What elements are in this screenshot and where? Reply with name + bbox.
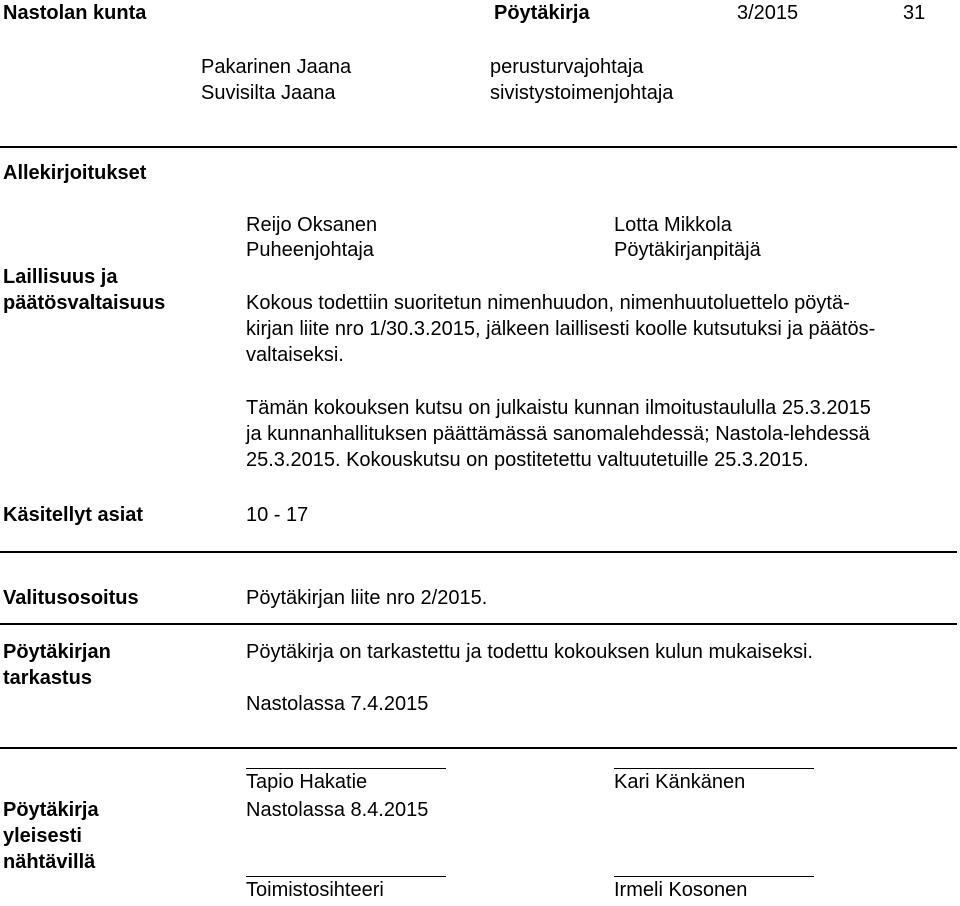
items-value: 10 - 17	[246, 504, 309, 526]
document-number: 3/2015	[737, 2, 799, 24]
attendee-name: Suvisilta Jaana	[201, 82, 336, 104]
legality-heading: Laillisuus ja	[3, 266, 118, 288]
legality-paragraph-line: Kokous todettiin suoritetun nimenhuudon, nimenhuutoluettelo pöytä-	[246, 292, 850, 314]
notice-paragraph-line: Tämän kokouksen kutsu on julkaistu kunnan ilmoitustaululla 25.3.2015	[246, 397, 871, 419]
legality-paragraph-line: kirjan liite nro 1/30.3.2015, jälkeen laillisesti koolle kutsutuksi ja päätös-	[246, 318, 876, 340]
notice-paragraph-line: 25.3.2015. Kokouskutsu on postitetettu valtuutetuille 25.3.2015.	[246, 449, 809, 471]
appeal-value: Pöytäkirjan liite nro 2/2015.	[246, 587, 488, 609]
document-type: Pöytäkirja	[494, 2, 590, 24]
secretary-role: Pöytäkirjanpitäjä	[614, 239, 761, 261]
items-label: Käsitellyt asiat	[3, 504, 144, 526]
review-label: tarkastus	[3, 667, 92, 689]
legality-heading: päätösvaltaisuus	[3, 292, 166, 314]
public-place-date: Nastolassa 8.4.2015	[246, 799, 429, 821]
public-display-label: yleisesti	[3, 825, 82, 847]
section-divider	[0, 146, 957, 148]
official-name: Irmeli Kosonen	[614, 879, 748, 901]
chair-name: Reijo Oksanen	[246, 214, 378, 236]
chair-role: Puheenjohtaja	[246, 239, 374, 261]
secretary-name: Lotta Mikkola	[614, 214, 732, 236]
appeal-label: Valitusosoitus	[3, 587, 139, 609]
review-place-date: Nastolassa 7.4.2015	[246, 693, 429, 715]
section-divider	[0, 747, 957, 749]
attendee-role: sivistystoimenjohtaja	[490, 82, 674, 104]
attendee-role: perusturvajohtaja	[490, 56, 644, 78]
legality-paragraph-line: valtaiseksi.	[246, 344, 344, 366]
organization-name: Nastolan kunta	[3, 2, 147, 24]
reviewer-name: Kari Känkänen	[614, 771, 746, 793]
signatures-heading: Allekirjoitukset	[3, 162, 147, 184]
section-divider	[0, 623, 957, 625]
notice-paragraph-line: ja kunnanhallituksen päättämässä sanomalehdessä; Nastola-lehdessä	[246, 423, 870, 445]
page-number: 31	[903, 2, 926, 24]
attendee-name: Pakarinen Jaana	[201, 56, 352, 78]
public-display-label: Pöytäkirja	[3, 799, 99, 821]
section-divider	[0, 551, 957, 553]
review-text: Pöytäkirja on tarkastettu ja todettu kokouksen kulun mukaiseksi.	[246, 641, 813, 663]
public-display-label: nähtävillä	[3, 851, 96, 873]
official-title: Toimistosihteeri	[246, 879, 384, 901]
reviewer-name: Tapio Hakatie	[246, 771, 368, 793]
review-label: Pöytäkirjan	[3, 641, 111, 663]
